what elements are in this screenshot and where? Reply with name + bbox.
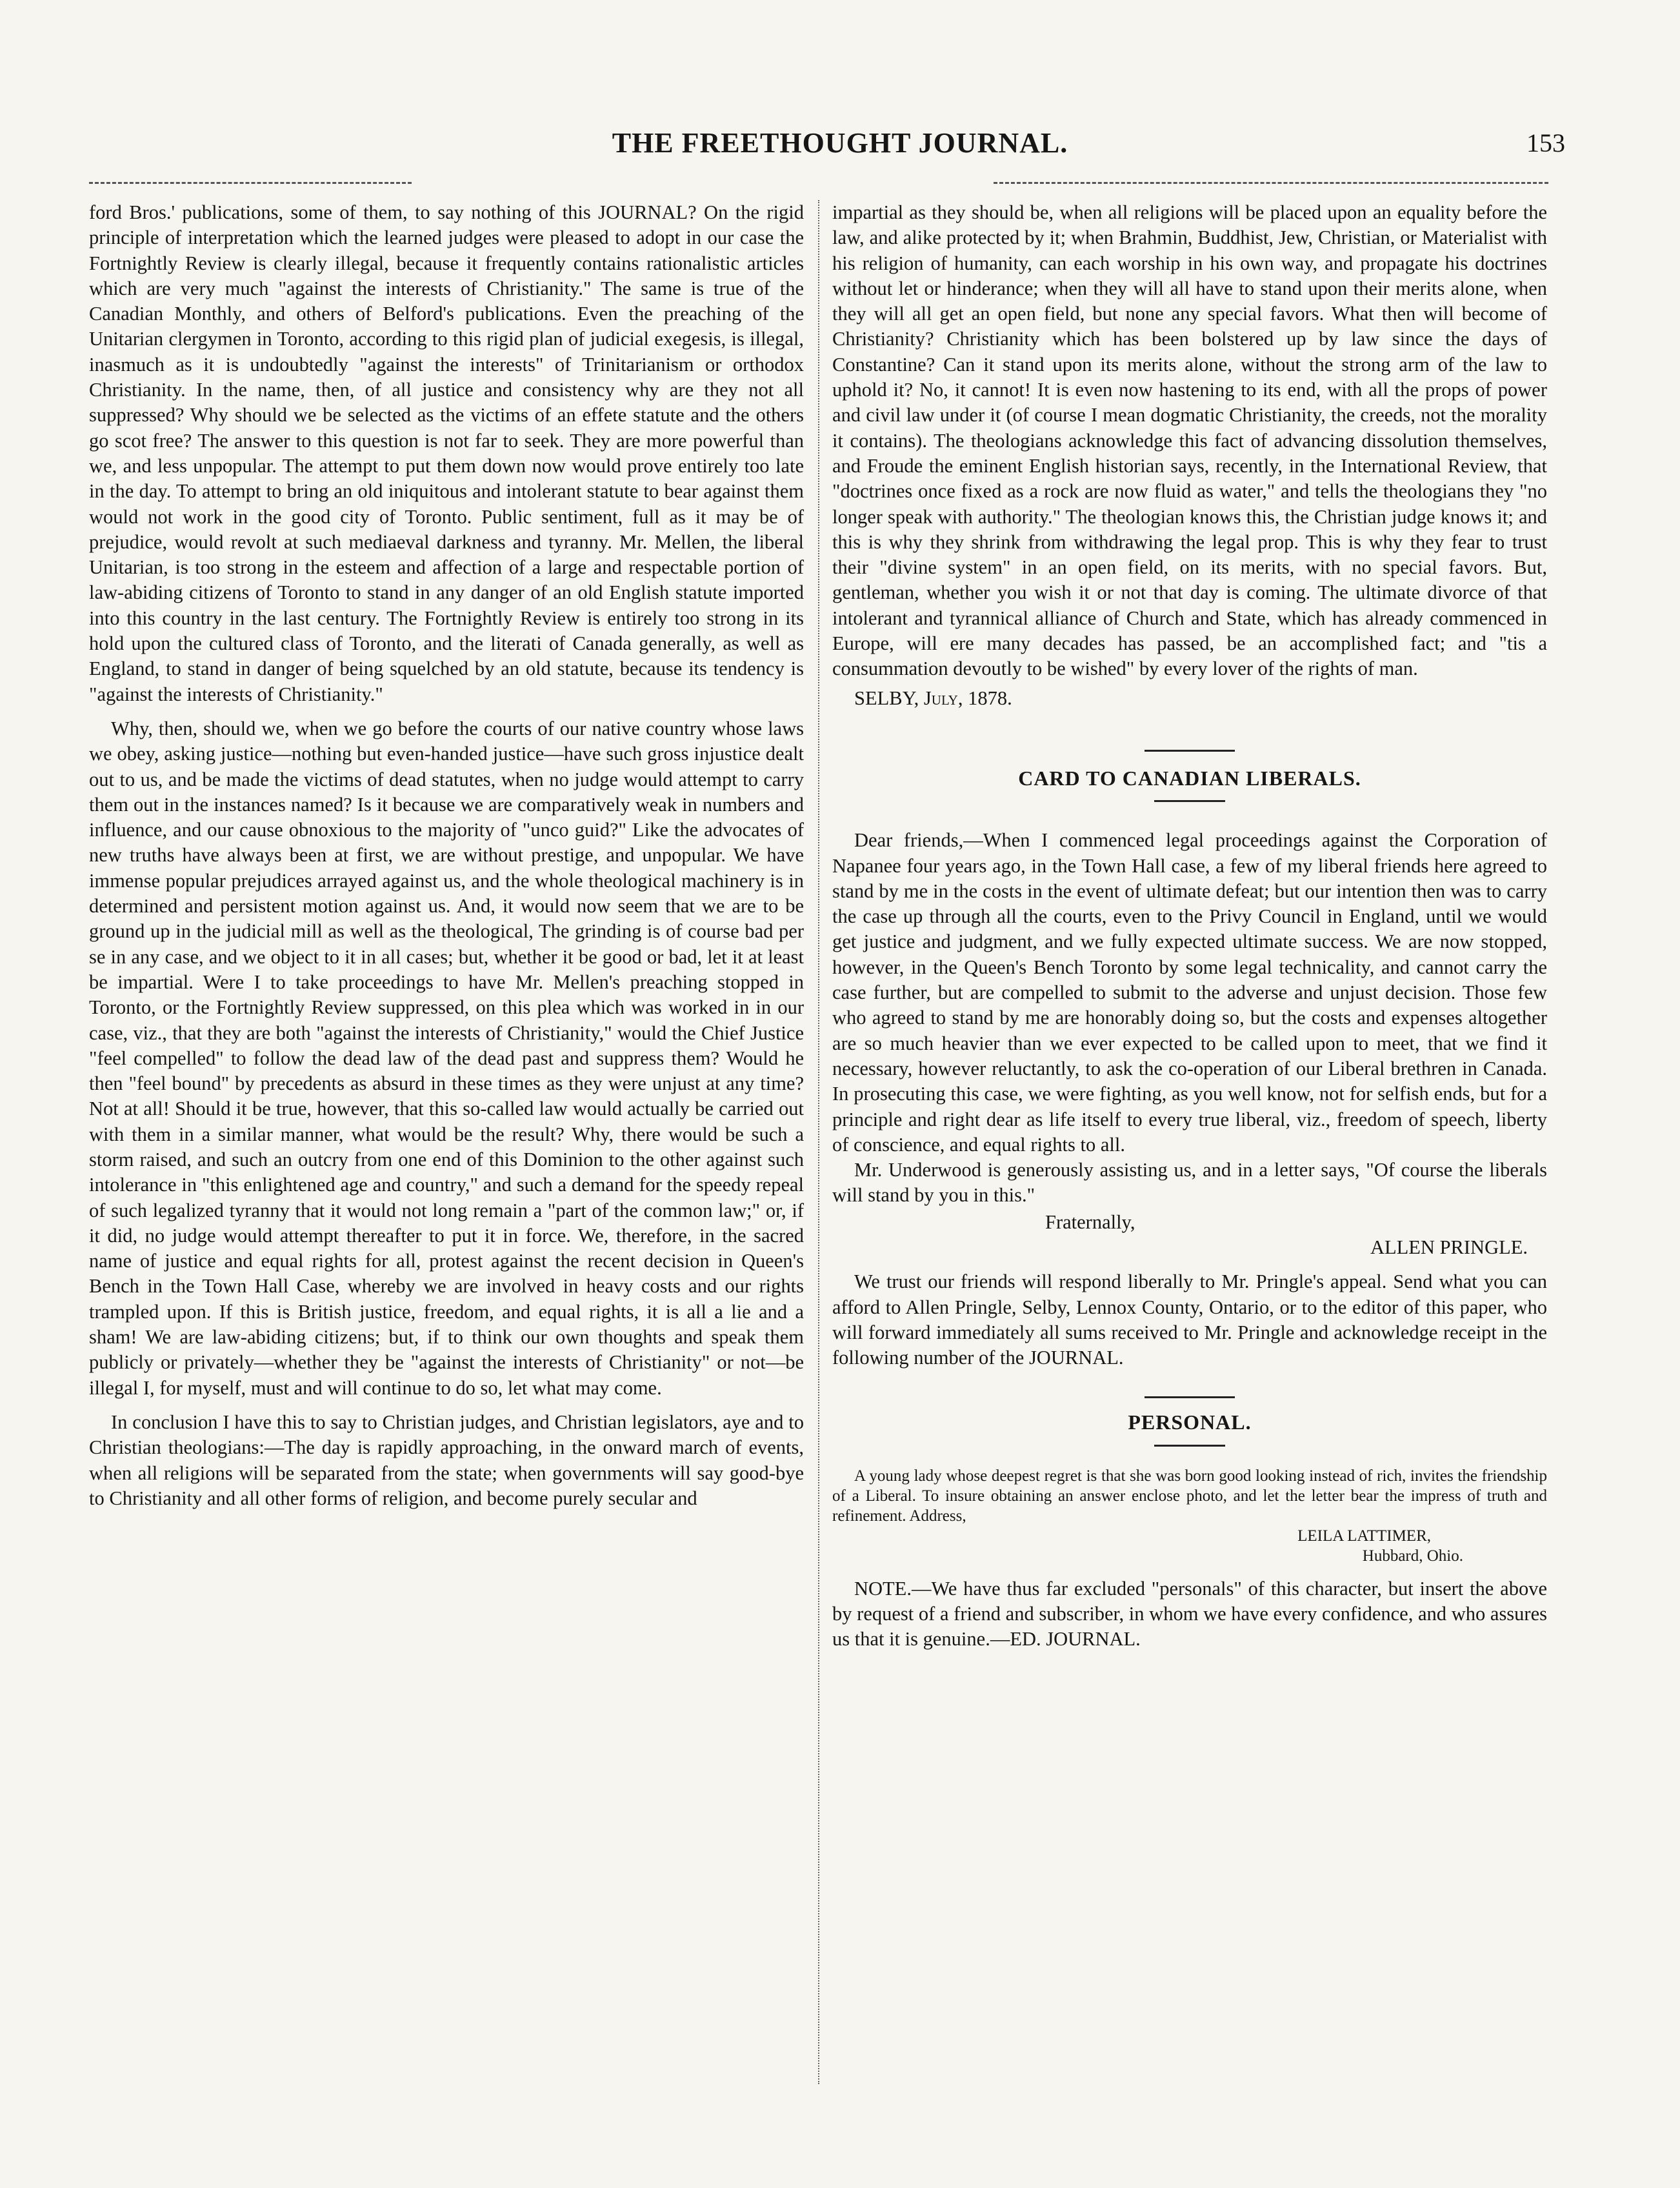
personal-heading: PERSONAL. [1128,1410,1252,1434]
left-paragraph-2: Why, then, should we, when we go before the courts of our native country whose laws we obey, asking justice—nothing but even-handed justice—have such gross injustice dealt out to us, and be made the victims of dead statutes, when no judge would attempt to carry them out in the instances named? Is it because we are comparatively weak in numbers and influence, and our cause obnoxious to the majority of "unco guid?" Like the advocates of new truths have always been at first, we are without prestige, and unpopular. We have immense popular prejudices arrayed against us, and the whole theological machinery is in determined and persistent motion against us. And, it would now seem that we are to be ground up in the judicial mill as well as the theological, The grinding is of course bad per se in any case, and we object to it in all cases; but, whether it be good or bad, let it at least be impartial. Were I to take proceedings to have Mr. Mellen's preaching stopped in Toronto, or the Fortnightly Review suppressed, on this plea which was worked in in our case, viz., that they are both "against the interests of Christianity," would the Chief Justice "feel compelled" to follow the dead law of the dead past and suppress them? Would he then "feel bound" by precedents as absurd in these times as they were unjust at any time? Not at all! Should it be true, however, that this so-called law would actually be carried out with them in a similar manner, what would be the result? Why, there would be such a storm raised, and such an outcry from one end of this Dominion to the other against such intolerance in "this enlightened age and country," and such a demand for the speedy repeal of such legalized tyranny that it would not long remain a "part of the common law;" or, if it did, no judge would attempt thereafter to put it in force. We, therefore, in the sacred name of justice and equal rights for all, protest against the recent decision in Queen's Bench in the Town Hall Case, whereby we are involved in heavy costs and our rights trampled upon. If this is British justice, freedom, and equal rights, it is all a lie and a sham! We are law-abiding citizens; but, if to think our own thoughts and speak them publicly or privately—whether they be "against the interests of Christianity" or not—be illegal I, for myself, must and will continue to do so, let what may come. [89,717,804,1399]
column-divider [818,200,819,2084]
right-paragraph-1: impartial as they should be, when all religions will be placed upon an equality before the law, and alike protected by it; when Brahmin, Buddhist, Jew, Christian, or Materialist with his religion of humanity, can each worship in his own way, and propagate his doctrines without let or hinderance; when they will all have to stand upon their merits alone, when they will all get an open field, but none any special favors. What then will become of Christianity? Christianity which has been bolstered up by law since the days of Constantine? Can it stand upon its merits alone, without the strong arm of the law to uphold it? No, it cannot! It is even now hastening to its end, with all the props of power and civil law under it (of course I mean dogmatic Christianity, the creeds, not the morality it contains). The theologians acknowledge this fact of advancing dissolution themselves, and Froude the eminent English historian says, recently, in the International Review, that "doctrines once fixed as a rock are now fluid as water," and tells the theologians they "no longer speak with authority." The theologian knows this, the Christian judge knows it; and this is why they shrink from withdrawing the legal prop. This is why they fear to trust their "divine system" in an open field, on its merits, with no special favors. But, gentleman, whether you wish it or not that day is coming. The ultimate divorce of that intolerant and tyrannical alliance of Church and State, which has already commenced in Europe, will ere many decades has passed, be an accomplished fact; and "tis a consummation devoutly to be wished" by every lover of the rights of man. [832,201,1547,680]
header-rule-left [89,182,412,184]
left-column [89,200,804,1511]
personal-ad-place: Hubbard, Ohio. [1362,1547,1463,1565]
section-rule-2 [1145,1396,1235,1398]
personal-ad [832,1466,1547,1566]
left-paragraph-1: ford Bros.' publications, some of them, to say nothing of this JOURNAL? On the rigid principle of interpretation which the learned judges were pleased to adopt in our case the Fortnightly Review is clearly illegal, because it frequently contains rationalistic articles which are very much "against the interests of Christianity." The same is true of the Canadian Monthly, and others of Belford's publications. Even the preaching of the Unitarian clergymen in Toronto, according to this rigid plan of judicial exegesis, is illegal, inasmuch as it is undoubtedly "against the interests" of Trinitarianism or orthodox Christianity. In the name, then, of all justice and consistency why are they not all suppressed? Why should we be selected as the victims of an effete statute and the others go scot free? The answer to this question is not far to seek. They are more powerful than we, and less unpopular. The attempt to put them down now would prove entirely too late in the day. To attempt to bring an old iniquitous and intolerant statute to bear against them would not work in the good city of Toronto. Public sentiment, full as it may be of prejudice, would revolt at such mediaeval darkness and tyranny. Mr. Mellen, the liberal Unitarian, is too strong in the esteem and affection of a large and respectable portion of law-abiding citizens of Toronto to stand in any danger of an old English statute imported into this country in the last century. The Fortnightly Review is entirely too strong in its hold upon the cultured class of Toronto, and the literati of Canada generally, as well as England, to stand in danger of being squelched by an old statute, because its tendency is "against the interests of Christianity." [89,201,804,705]
section-rule [1145,750,1235,752]
running-title: THE FREETHOUGHT JOURNAL. [612,127,1068,159]
editor-note: NOTE.—We have thus far excluded "personals" of this character, but insert the above by request of a friend and subscriber, in whom we have every confidence, and who assures us that it is genuine.—ED. JOURNAL. [832,1577,1547,1651]
left-paragraph-3: In conclusion I have this to say to Christian judges, and Christian legislators, aye and to Christian theologians:—The day is rapidly approaching, in the onward march of events, when all religions will be separated from the state; when governments will say good-bye to Christianity and all other forms of religion, and become purely secular and [89,1410,804,1509]
card-underwood: Mr. Underwood is generously assisting us, and in a letter says, "Of course the liberals will stand by you in this." [832,1159,1547,1207]
card-appeal: We trust our friends will respond liberally to Mr. Pringle's appeal. Send what you can afford to Allen Pringle, Selby, Lennox County, Ontario, or to the editor of this paper, who will forward immediately all sums received to Mr. Pringle and acknowledge receipt in the following number of the JOURNAL. [832,1270,1547,1369]
card-heading: CARD TO CANADIAN LIBERALS. [1018,766,1361,790]
card-signature: ALLEN PRINGLE. [1370,1236,1528,1258]
right-column [832,200,1547,1652]
running-head [0,126,1680,165]
section-rule-short [1154,800,1225,802]
personal-ad-text: A young lady whose deepest regret is that she was born good looking instead of rich, invites the friendship of a Liberal. To insure obtaining an answer enclose photo, and let the letter bear the impress of truth and refinement. Address, [832,1467,1547,1525]
card-closing: Fraternally, [1045,1210,1135,1233]
header-rule-right [994,182,1548,184]
personal-ad-name: LEILA LATTIMER, [1297,1527,1431,1545]
article-signoff: SELBY, July, 1878. [854,687,1012,709]
section-rule-short-2 [1154,1445,1225,1447]
card-body: Dear friends,—When I commenced legal proceedings against the Corporation of Napanee four years ago, in the Town Hall case, a few of my liberal friends here agreed to stand by me in the costs in the event of ultimate defeat; but our intention then was to carry the case up through all the courts, even to the Privy Council in England, until we would get justice and judgment, and we fully expected ultimate success. We are now stopped, however, in the Queen's Bench Toronto by some legal technicality, and cannot carry the case further, but are compelled to submit to the adverse and unjust decision. Those few who agreed to stand by me are honorably doing so, but the costs and expenses altogether are so much heavier than we ever expected to be called upon to meet, that we find it necessary, however reluctantly, to ask the co-operation of our Liberal brethren in Canada. In prosecuting this case, we were fighting, as you well know, not for selfish ends, but for a principle and right dear as life itself to every true liberal, viz., freedom of speech, liberty of conscience, and equal rights to all. [832,829,1547,1156]
page-number: 153 [1526,128,1565,157]
